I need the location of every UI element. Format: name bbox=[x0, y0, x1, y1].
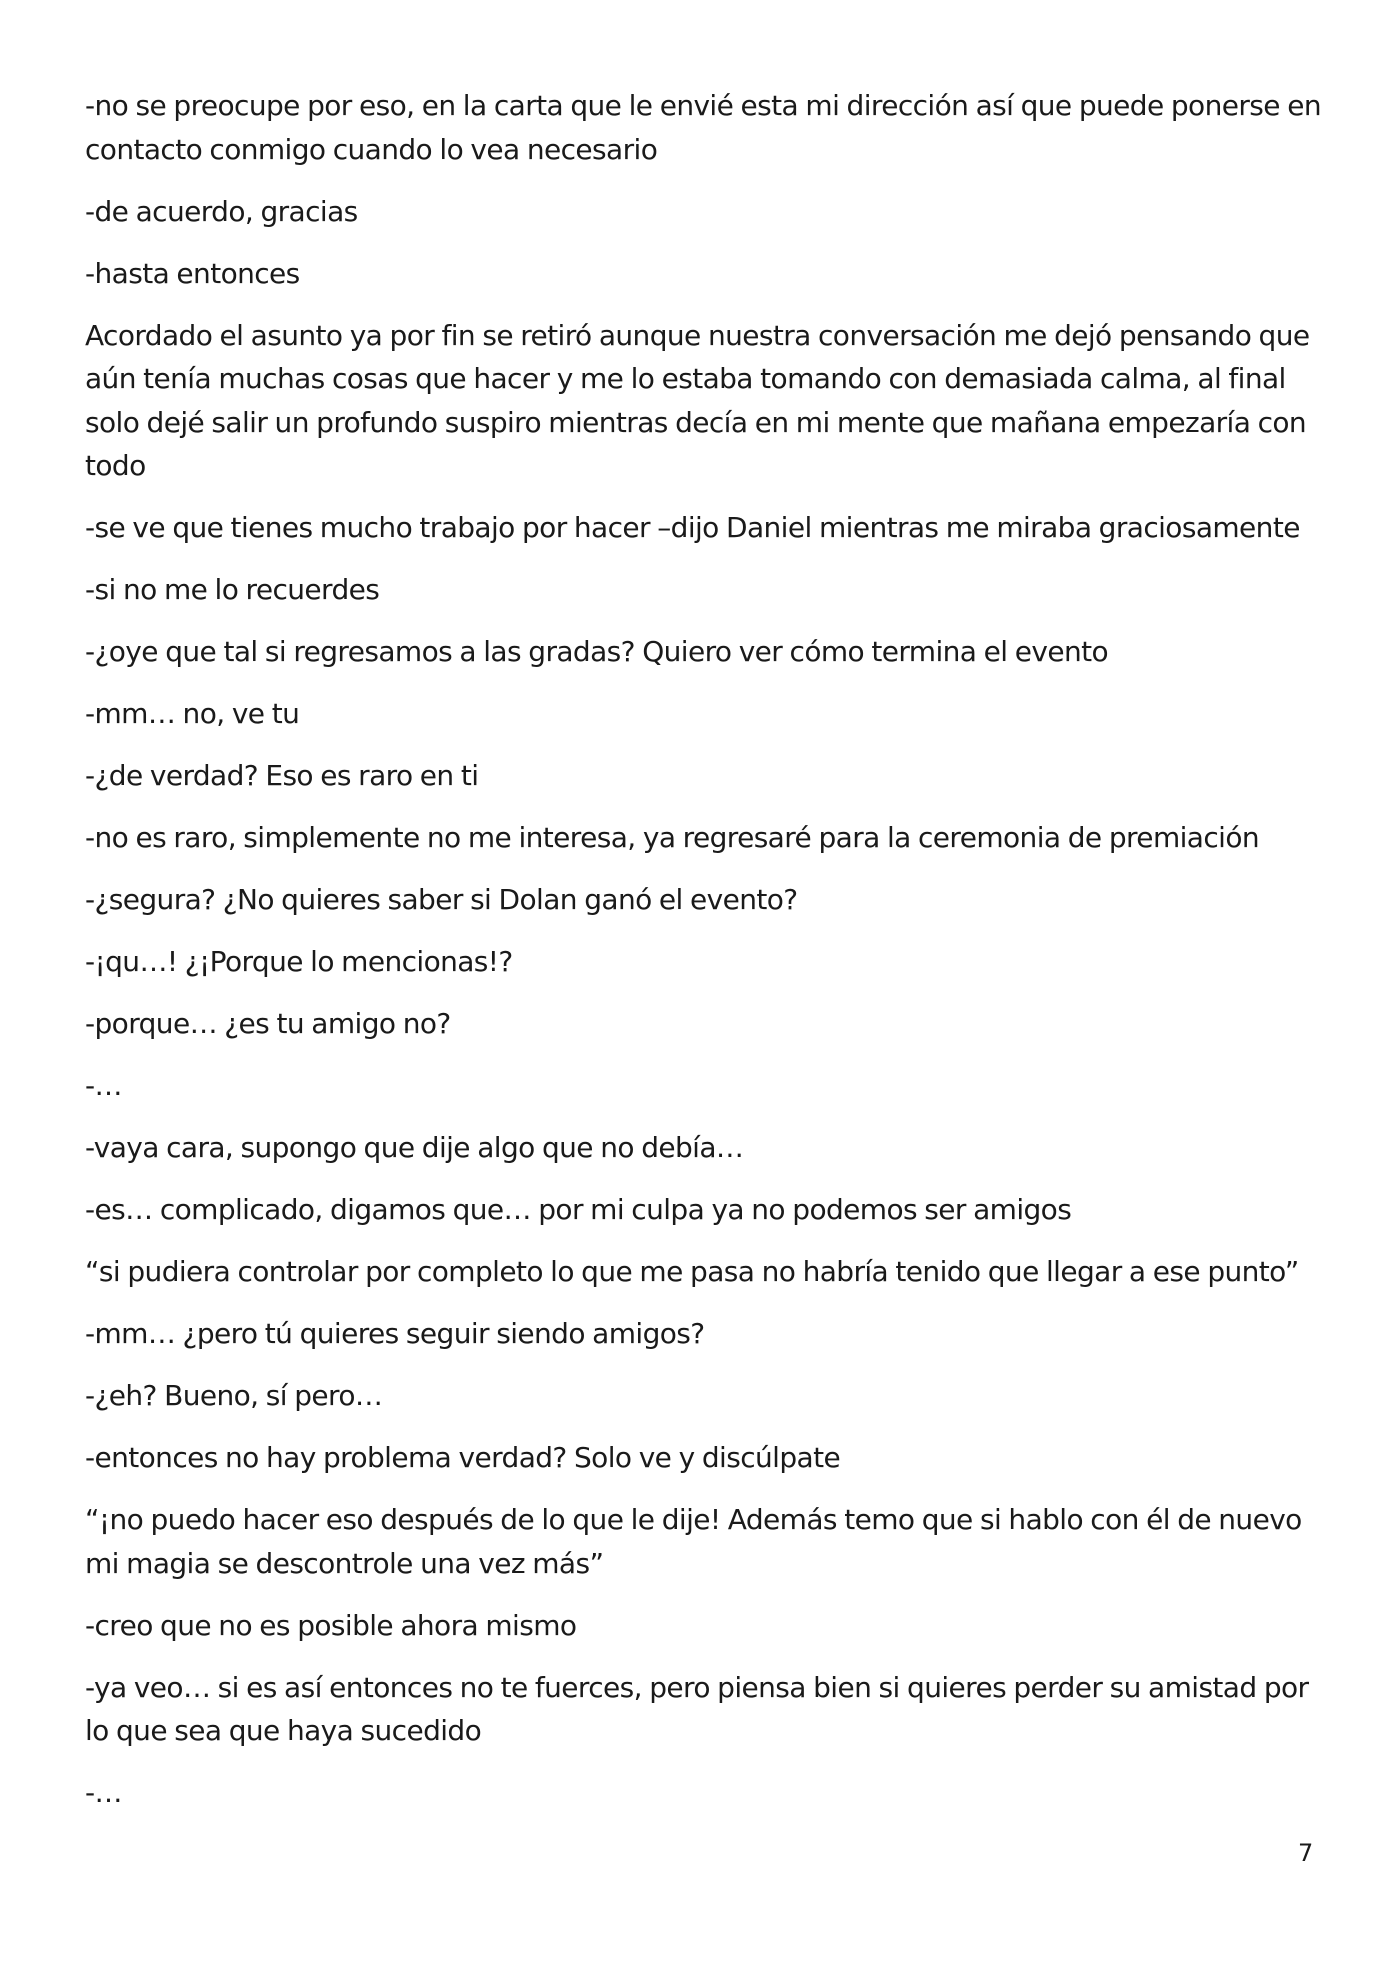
paragraph: -se ve que tienes mucho trabajo por hacer –dijo Daniel mientras me miraba graciosamente bbox=[85, 511, 1300, 544]
document-body bbox=[85, 84, 1325, 1833]
paragraph: -entonces no hay problema verdad? Solo ve y discúlpate bbox=[85, 1441, 841, 1474]
page-number: 7 bbox=[1298, 1839, 1314, 1867]
paragraph: -¿de verdad? Eso es raro en ti bbox=[85, 759, 479, 792]
paragraph: -es… complicado, digamos que… por mi culpa ya no podemos ser amigos bbox=[85, 1193, 1072, 1226]
paragraph: “si pudiera controlar por completo lo que me pasa no habría tenido que llegar a ese punto” bbox=[85, 1255, 1299, 1288]
paragraph: -si no me lo recuerdes bbox=[85, 573, 380, 606]
paragraph: -mm… no, ve tu bbox=[85, 697, 300, 730]
paragraph: -… bbox=[85, 1776, 122, 1809]
paragraph: -¿eh? Bueno, sí pero… bbox=[85, 1379, 383, 1412]
paragraph: -ya veo… si es así entonces no te fuerces, pero piensa bien si quieres perder su amistad por lo que sea que haya sucedido bbox=[85, 1670, 1309, 1747]
paragraph: -creo que no es posible ahora mismo bbox=[85, 1608, 577, 1642]
paragraph: Acordado el asunto ya por fin se retiró aunque nuestra conversación me dejó pensando que aún tenía muchas cosas que hacer y me lo estaba tomando con demasiada calma, al final solo dejé salir un profundo suspiro mientras decía en mi mente que mañana empezaría con todo bbox=[85, 318, 1310, 482]
paragraph: -¿oye que tal si regresamos a las gradas? Quiero ver cómo termina el evento bbox=[85, 635, 1109, 668]
paragraph: -mm… ¿pero tú quieres seguir siendo amigos? bbox=[85, 1317, 705, 1350]
paragraph: -no es raro, simplemente no me interesa, ya regresaré para la ceremonia de premiación bbox=[85, 821, 1260, 854]
paragraph: -porque… ¿es tu amigo no? bbox=[85, 1007, 451, 1040]
paragraph: -vaya cara, supongo que dije algo que no debía… bbox=[85, 1131, 744, 1164]
paragraph: “¡no puedo hacer eso después de lo que le dije! Además temo que si hablo con él de nuevo mi magia se descontrole una vez más” bbox=[85, 1503, 1302, 1580]
paragraph: -… bbox=[85, 1069, 122, 1102]
paragraph: -no se preocupe por eso, en la carta que le envié esta mi dirección así que puede ponerse en contacto conmigo cuando lo vea necesario bbox=[85, 89, 1321, 166]
paragraph: -hasta entonces bbox=[85, 256, 300, 290]
paragraph: -de acuerdo, gracias bbox=[85, 194, 358, 228]
paragraph: -¡qu…! ¿¡Porque lo mencionas!? bbox=[85, 945, 513, 978]
paragraph: -¿segura? ¿No quieres saber si Dolan ganó el evento? bbox=[85, 883, 798, 916]
